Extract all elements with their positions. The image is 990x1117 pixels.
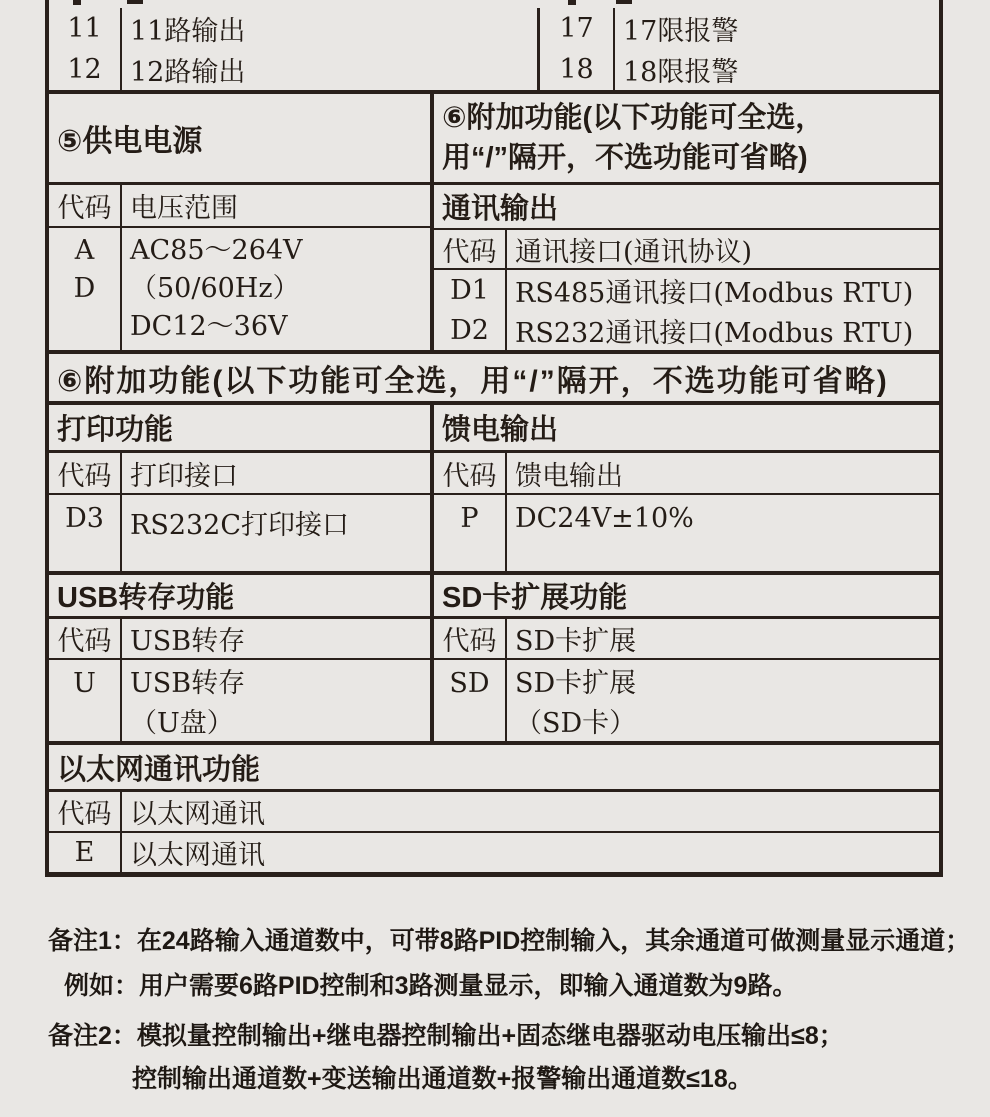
table-row: [49, 49, 537, 90]
column-header-code: 代码: [442, 236, 497, 268]
table-row: [434, 660, 939, 744]
usb-transfer-title: USB转存功能: [49, 575, 430, 619]
usb-row-code: U: [73, 668, 96, 699]
table-row: [49, 660, 430, 744]
ethernet-row-code: E: [74, 837, 95, 868]
feed-row-code: P: [460, 503, 479, 534]
table-row: [540, 8, 939, 49]
sd-row-code: SD: [449, 668, 490, 699]
column-header-code: 代码: [442, 626, 497, 657]
feed-row-desc: DC24V±10%: [505, 495, 939, 571]
alarm-rows-half: [537, 8, 939, 90]
usb-header-row: [49, 619, 430, 660]
column-header-code: 代码: [57, 626, 112, 657]
output-row-desc: 12路输出: [120, 49, 537, 90]
section-power-comm: [49, 185, 939, 354]
usb-row-desc: [120, 660, 430, 744]
usb-row-desc-line1: USB转存: [130, 668, 246, 699]
power-code-column: [49, 228, 120, 350]
power-supply-table: [49, 185, 430, 350]
addon-functions-header-cell: [430, 94, 939, 182]
output-row-code: 11: [67, 13, 102, 44]
feed-header-row: [434, 453, 939, 495]
print-row-code: D3: [65, 503, 104, 534]
section-power-addon-headers: [49, 94, 939, 185]
addon-functions-fullwidth-header: ⑥附加功能(以下功能可全选，用“/”隔开，不选功能可省略): [49, 354, 939, 405]
column-header-code: 代码: [57, 193, 112, 224]
addon-header-line1: ⑥附加功能(以下功能可全选，: [442, 102, 825, 134]
power-body: [49, 228, 430, 350]
column-header-code: 代码: [442, 460, 497, 492]
comm-header-row: [434, 230, 939, 270]
note-2: 备注2：模拟量控制输出+继电器控制输出+固态继电器驱动电压输出≤8；: [48, 1022, 844, 1050]
usb-row-desc-line2: （U盘）: [130, 708, 234, 739]
power-code-a: A: [74, 235, 95, 266]
section-ethernet: [49, 745, 939, 877]
alarm-row-code: 18: [559, 54, 594, 85]
sd-expansion-table: [430, 575, 939, 741]
cut-off-row: [49, 0, 939, 8]
print-function-table: [49, 405, 430, 571]
section-usb-sd: [49, 575, 939, 745]
column-header-sd-expansion: SD卡扩展: [505, 619, 939, 658]
table-row: [49, 833, 939, 872]
comm-row-code: D2: [450, 314, 489, 346]
feed-output-title: 馈电输出: [434, 405, 939, 453]
output-row-code: 12: [67, 54, 102, 85]
column-header-code: 代码: [57, 460, 112, 492]
power-supply-header: ⑤供电电源: [57, 125, 203, 158]
sd-row-desc: [505, 660, 939, 744]
comm-output-title: 通讯输出: [434, 185, 939, 230]
comm-row-desc: RS485通讯接口(Modbus RTU): [505, 270, 939, 310]
column-header-feed-output: 馈电输出: [505, 453, 939, 493]
cut-off-row-remnant: [127, 0, 143, 4]
power-range-ac: AC85～264V: [130, 235, 303, 266]
output-row-desc: 11路输出: [120, 8, 537, 49]
feed-output-table: [430, 405, 939, 571]
sd-row-desc-line2: （SD卡）: [515, 708, 637, 739]
sd-expansion-title: SD卡扩展功能: [434, 575, 939, 619]
power-range-dc: DC12～36V: [130, 311, 288, 342]
ethernet-header-row: [49, 792, 939, 833]
cut-off-row-remnant: [73, 0, 81, 5]
print-header-row: [49, 453, 430, 495]
note-2-line2: 控制输出通道数+变送输出通道数+报警输出通道数≤18。: [132, 1065, 753, 1093]
table-row: [49, 495, 430, 571]
table-row: [434, 310, 939, 350]
table-row: [540, 49, 939, 90]
table-row: [434, 495, 939, 571]
section-print-feed: [49, 405, 939, 575]
power-code-d: D: [73, 273, 96, 304]
column-header-print-interface: 打印接口: [120, 453, 430, 493]
alarm-row-desc: 17限报警: [613, 8, 939, 49]
usb-transfer-table: [49, 575, 430, 741]
note-1-example: 例如：用户需要6路PID控制和3路测量显示，即输入通道数为9路。: [64, 972, 798, 1000]
ethernet-title: 以太网通讯功能: [49, 745, 939, 792]
comm-output-table: [430, 185, 939, 350]
addon-header-line2: 用“/”隔开，不选功能可省略): [442, 142, 808, 174]
cut-off-row-remnant: [616, 0, 632, 4]
comm-row-code: D1: [450, 274, 489, 306]
column-header-usb-transfer: USB转存: [120, 619, 430, 658]
alarm-row-desc: 18限报警: [613, 49, 939, 90]
section-output-alarm-rows: [49, 8, 939, 94]
power-header-row: [49, 185, 430, 228]
ethernet-row-desc: 以太网通讯: [120, 833, 939, 872]
cut-off-row-remnant: [568, 0, 576, 5]
column-header-voltage-range: 电压范围: [120, 185, 430, 226]
power-desc-column: [120, 228, 430, 350]
table-row: [49, 8, 537, 49]
column-header-comm-interface: 通讯接口(通讯协议): [505, 230, 939, 268]
power-range-ac-freq: （50/60Hz）: [130, 273, 300, 304]
print-function-title: 打印功能: [49, 405, 430, 453]
alarm-row-code: 17: [559, 13, 594, 44]
column-header-ethernet: 以太网通讯: [120, 792, 939, 831]
sd-header-row: [434, 619, 939, 660]
sd-row-desc-line1: SD卡扩展: [515, 668, 637, 699]
ordering-spec-table: [45, 0, 943, 877]
note-1: 备注1：在24路输入通道数中，可带8路PID控制输入，其余通道可做测量显示通道；: [48, 927, 971, 955]
print-row-desc: RS232C打印接口: [120, 495, 430, 571]
column-header-code: 代码: [57, 799, 112, 830]
output-rows-half: [49, 8, 537, 90]
table-row: [434, 270, 939, 310]
comm-row-desc: RS232通讯接口(Modbus RTU): [505, 310, 939, 350]
